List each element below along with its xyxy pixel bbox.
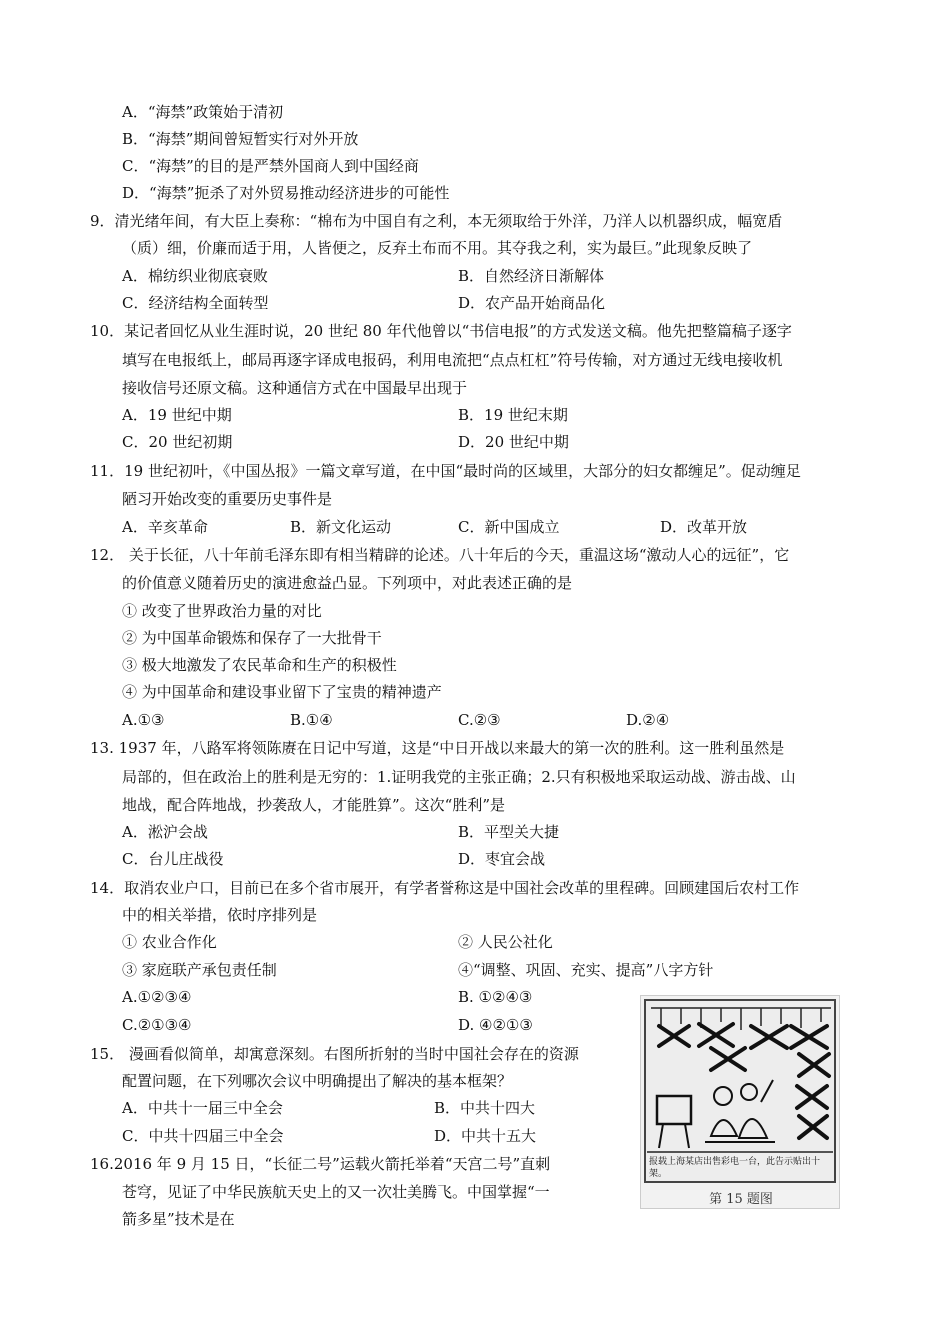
q16-stem-line-1: 16.2016 年 9 月 15 日，“长征二号”运载火箭托举着“天宫二号”直刺 xyxy=(90,1155,551,1173)
q15-option-c: C．中共十四届三中全会 xyxy=(122,1127,284,1145)
q14-option-d: D. ④②①③ xyxy=(458,1016,533,1034)
q12-item-1: ① 改变了世界政治力量的对比 xyxy=(122,602,322,620)
q11-option-d: D．改革开放 xyxy=(660,518,748,536)
cartoon-caption-text: 报载上海某店出售彩电一台，此告示贴出十架。 xyxy=(649,1157,821,1179)
q14-stem-line-1: 14．取消农业户口，目前已在多个省市展开，有学者誉称这是中国社会改革的里程碑。回顾建国后农村工作 xyxy=(90,879,800,897)
q15-option-b: B．中共十四大 xyxy=(434,1099,536,1117)
q12-stem-line-1: 12． 关于长征，八十年前毛泽东即有相当精辟的论述。八十年后的今天，重温这场“激动人心的远征”，它 xyxy=(90,546,790,564)
q9-stem-line-2: （质）细，价廉而适于用，人皆便之，反弃土布而不用。其夺我之利，实为最巨。”此现象反映了 xyxy=(122,239,753,257)
q11-option-c: C．新中国成立 xyxy=(458,518,560,536)
q11-stem-line-1: 11．19 世纪初叶，《中国丛报》一篇文章写道，在中国“最时尚的区域里，大部分的妇女都缠足”。促动缠足 xyxy=(90,462,801,480)
q14-option-a: A.①②③④ xyxy=(122,988,192,1006)
q15-option-a: A．中共十一届三中全会 xyxy=(122,1099,283,1117)
q8-option-b: B．“海禁”期间曾短暂实行对外开放 xyxy=(122,130,359,148)
q13-option-d: D．枣宜会战 xyxy=(458,850,546,868)
q10-stem-line-1: 10．某记者回忆从业生涯时说，20 世纪 80 年代他曾以“书信电报”的方式发送文稿。他先把整篇稿子逐字 xyxy=(90,322,792,340)
q11-option-a: A．辛亥革命 xyxy=(122,518,208,536)
q12-item-3: ③ 极大地激发了农民革命和生产的积极性 xyxy=(122,656,397,674)
q9-option-b: B．自然经济日渐解体 xyxy=(458,267,605,285)
q16-stem-line-2: 苍穹，见证了中华民族航天史上的又一次壮美腾飞。中国掌握“一 xyxy=(122,1183,550,1201)
q11-stem-line-2: 陋习开始改变的重要历史事件是 xyxy=(122,490,333,508)
q13-option-a: A．淞沪会战 xyxy=(122,823,208,841)
q14-item-4: ④“调整、巩固、充实、提高”八字方针 xyxy=(458,961,714,979)
q13-stem-line-3: 地战，配合阵地战，抄袭敌人，才能胜算”。这次“胜利”是 xyxy=(122,796,506,814)
q9-stem-line-1: 9．清光绪年间，有大臣上奏称：“棉布为中国自有之利，本无须取给于外洋，乃洋人以机器织成，幅宽盾 xyxy=(90,212,783,230)
q12-item-2: ② 为中国革命锻炼和保存了一大批骨干 xyxy=(122,629,382,647)
q10-stem-line-3: 接收信号还原文稿。这种通信方式在中国最早出现于 xyxy=(122,379,468,397)
q14-stem-line-2: 中的相关举措，依时序排列是 xyxy=(122,906,318,924)
q12-option-b: B.①④ xyxy=(290,711,333,729)
q10-option-b: B．19 世纪末期 xyxy=(458,406,568,424)
q14-option-b: B. ①②④③ xyxy=(458,988,533,1006)
q12-option-a: A.①③ xyxy=(122,711,165,729)
q10-option-c: C．20 世纪初期 xyxy=(122,433,233,451)
q14-option-c: C.②①③④ xyxy=(122,1016,192,1034)
q8-option-c: C．“海禁”的目的是严禁外国商人到中国经商 xyxy=(122,157,419,175)
q9-option-a: A．棉纺织业彻底衰败 xyxy=(122,267,268,285)
q12-item-4: ④ 为中国革命和建设事业留下了宝贵的精神遗产 xyxy=(122,683,442,701)
q12-stem-line-2: 的价值意义随着历史的演进愈益凸显。下列项中，对此表述正确的是 xyxy=(122,574,573,592)
q15-stem-line-1: 15． 漫画看似简单，却寓意深刻。右图所折射的当时中国社会存在的资源 xyxy=(90,1045,579,1063)
q10-stem-line-2: 填写在电报纸上，邮局再逐字译成电报码，利用电流把“点点杠杠”符号传输，对方通过无线电接收机 xyxy=(122,351,783,369)
q15-option-d: D．中共十五大 xyxy=(434,1127,537,1145)
q13-stem-line-1: 13. 1937 年，八路军将领陈赓在日记中写道，这是“中日开战以来最大的第一次的胜利。这一胜利虽然是 xyxy=(90,739,785,757)
q10-option-a: A．19 世纪中期 xyxy=(122,406,232,424)
q10-option-d: D．20 世纪中期 xyxy=(458,433,569,451)
q14-item-2: ② 人民公社化 xyxy=(458,933,553,951)
q14-item-1: ① 农业合作化 xyxy=(122,933,217,951)
q9-option-c: C．经济结构全面转型 xyxy=(122,294,269,312)
q9-option-d: D．农产品开始商品化 xyxy=(458,294,606,312)
q8-option-d: D．“海禁”扼杀了对外贸易推动经济进步的可能性 xyxy=(122,184,450,202)
q15-cartoon-figure xyxy=(640,995,840,1209)
q12-option-c: C.②③ xyxy=(458,711,501,729)
q14-item-3: ③ 家庭联产承包责任制 xyxy=(122,961,277,979)
q13-option-b: B．平型关大捷 xyxy=(458,823,560,841)
q8-option-a: A．“海禁”政策始于清初 xyxy=(122,103,284,121)
q11-option-b: B．新文化运动 xyxy=(290,518,392,536)
q15-stem-line-2: 配置问题，在下列哪次会议中明确提出了解决的基本框架？ xyxy=(122,1072,513,1090)
figure-caption: 第 15 题图 xyxy=(709,1192,773,1207)
q13-stem-line-2: 局部的，但在政治上的胜利是无穷的：1.证明我党的主张正确；2.只有积极地采取运动战、游击战、山 xyxy=(122,768,796,786)
q12-option-d: D.②④ xyxy=(626,711,670,729)
q16-stem-line-3: 箭多星”技术是在 xyxy=(122,1210,235,1228)
q13-option-c: C．台儿庄战役 xyxy=(122,850,224,868)
